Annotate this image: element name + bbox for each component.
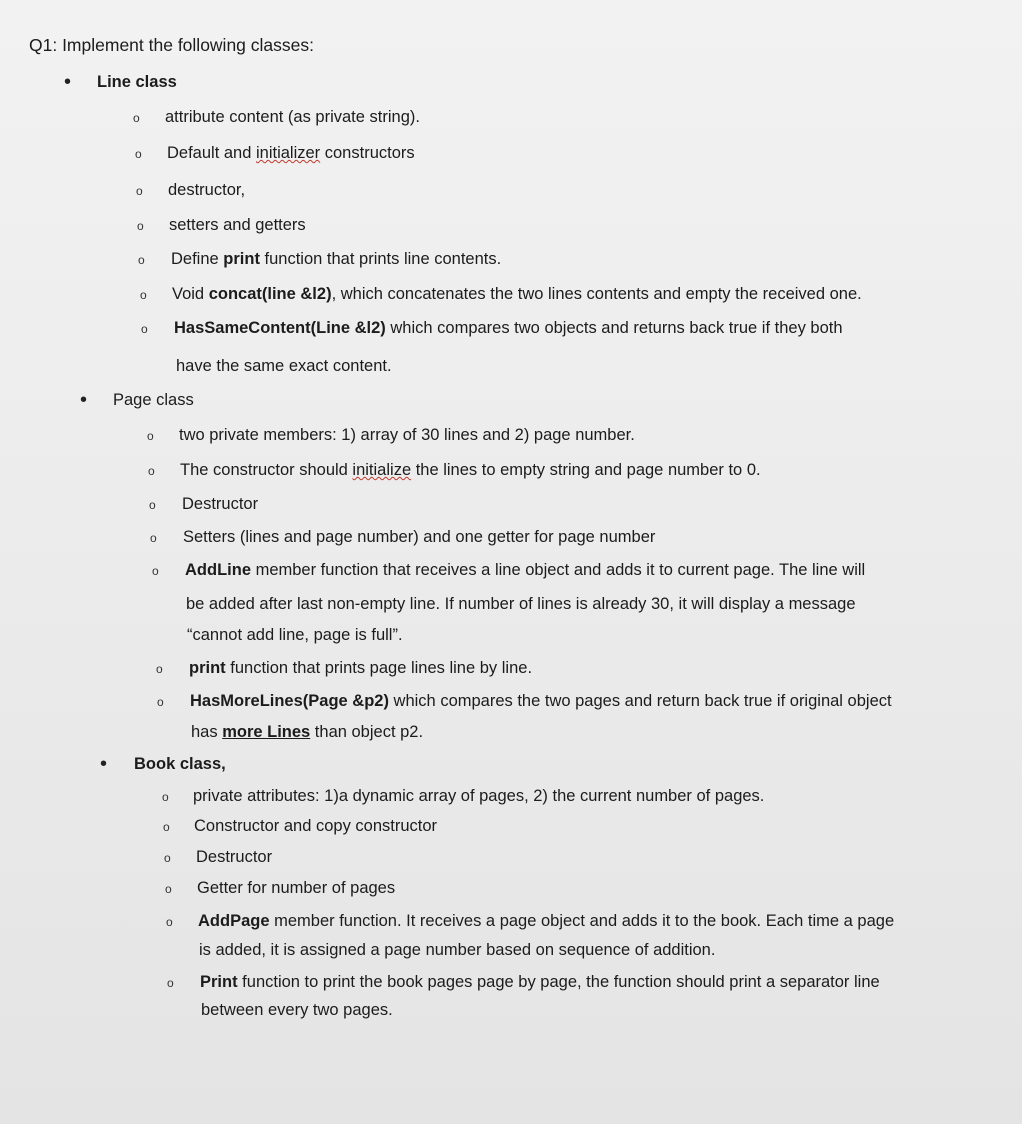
- spellcheck-word: initialize: [352, 461, 412, 479]
- book-class-heading: Book class,: [134, 755, 226, 773]
- sub-bullet: o: [165, 882, 172, 896]
- sub-bullet: o: [156, 662, 163, 676]
- sub-bullet: o: [148, 464, 155, 478]
- page-item-constructor: The constructor should initialize the lines to empty string and page number to 0.: [180, 461, 761, 479]
- sub-bullet: o: [164, 851, 171, 865]
- bullet-page-class: •: [80, 389, 88, 411]
- sub-bullet: o: [138, 253, 145, 267]
- sub-bullet: o: [162, 790, 169, 804]
- page-item-print: print function that prints page lines line by line.: [189, 659, 533, 677]
- sub-bullet: o: [167, 976, 174, 990]
- line-item-attribute: attribute content (as private string).: [165, 108, 420, 126]
- sub-bullet: o: [166, 915, 173, 929]
- page-item-members: two private members: 1) array of 30 lines and 2) page number.: [179, 426, 635, 444]
- book-item-attributes: private attributes: 1)a dynamic array of pages, 2) the current number of pages.: [193, 787, 765, 805]
- page-item-addline: AddLine member function that receives a line object and adds it to current page. The line will: [185, 561, 866, 579]
- page-item-hasmorelines-cont: has more Lines than object p2.: [191, 723, 424, 741]
- bullet-line-class: •: [64, 71, 72, 93]
- book-item-addpage: AddPage member function. It receives a page object and adds it to the book. Each time a page: [198, 912, 895, 930]
- question-title: Q1: Implement the following classes:: [29, 35, 314, 55]
- line-item-concat: Void concat(line &l2), which concatenates the two lines contents and empty the received one.: [172, 285, 862, 303]
- sub-bullet: o: [147, 429, 154, 443]
- book-item-addpage-cont: is added, it is assigned a page number based on sequence of addition.: [199, 941, 716, 959]
- page-item-addline-cont2: “cannot add line, page is full”.: [187, 626, 403, 644]
- bullet-book-class: •: [100, 753, 108, 775]
- page-class-heading: Page class: [113, 391, 194, 409]
- sub-bullet: o: [135, 147, 142, 161]
- sub-bullet: o: [137, 219, 144, 233]
- sub-bullet: o: [141, 322, 148, 336]
- line-item-setters: setters and getters: [169, 216, 306, 234]
- sub-bullet: o: [157, 695, 164, 709]
- book-item-destructor: Destructor: [196, 848, 273, 866]
- sub-bullet: o: [136, 184, 143, 198]
- book-item-print-cont: between every two pages.: [201, 1001, 393, 1019]
- spellcheck-word: initializer: [255, 144, 321, 162]
- line-item-hassamecontent-cont: have the same exact content.: [176, 357, 392, 375]
- line-item-destructor: destructor,: [168, 181, 246, 199]
- line-item-print: Define print function that prints line contents.: [171, 250, 502, 268]
- line-item-constructors: Default and initializer constructors: [167, 144, 415, 162]
- line-class-heading: Line class: [97, 73, 177, 91]
- page-item-destructor: Destructor: [182, 495, 259, 513]
- page-item-hasmorelines: HasMoreLines(Page &p2) which compares the two pages and return back true if original object: [190, 692, 892, 710]
- sub-bullet: o: [149, 498, 156, 512]
- sub-bullet: o: [133, 111, 140, 125]
- page-item-addline-cont: be added after last non-empty line. If number of lines is already 30, it will display a message: [186, 595, 856, 613]
- book-item-constructors: Constructor and copy constructor: [194, 817, 438, 835]
- sub-bullet: o: [152, 564, 159, 578]
- sub-bullet: o: [150, 531, 157, 545]
- page-item-setters: Setters (lines and page number) and one getter for page number: [183, 528, 656, 546]
- book-item-getter: Getter for number of pages: [197, 879, 396, 897]
- sub-bullet: o: [140, 288, 147, 302]
- book-item-print: Print function to print the book pages page by page, the function should print a separator line: [200, 973, 880, 991]
- sub-bullet: o: [163, 820, 170, 834]
- line-item-hassamecontent: HasSameContent(Line &l2) which compares two objects and returns back true if they both: [174, 319, 843, 337]
